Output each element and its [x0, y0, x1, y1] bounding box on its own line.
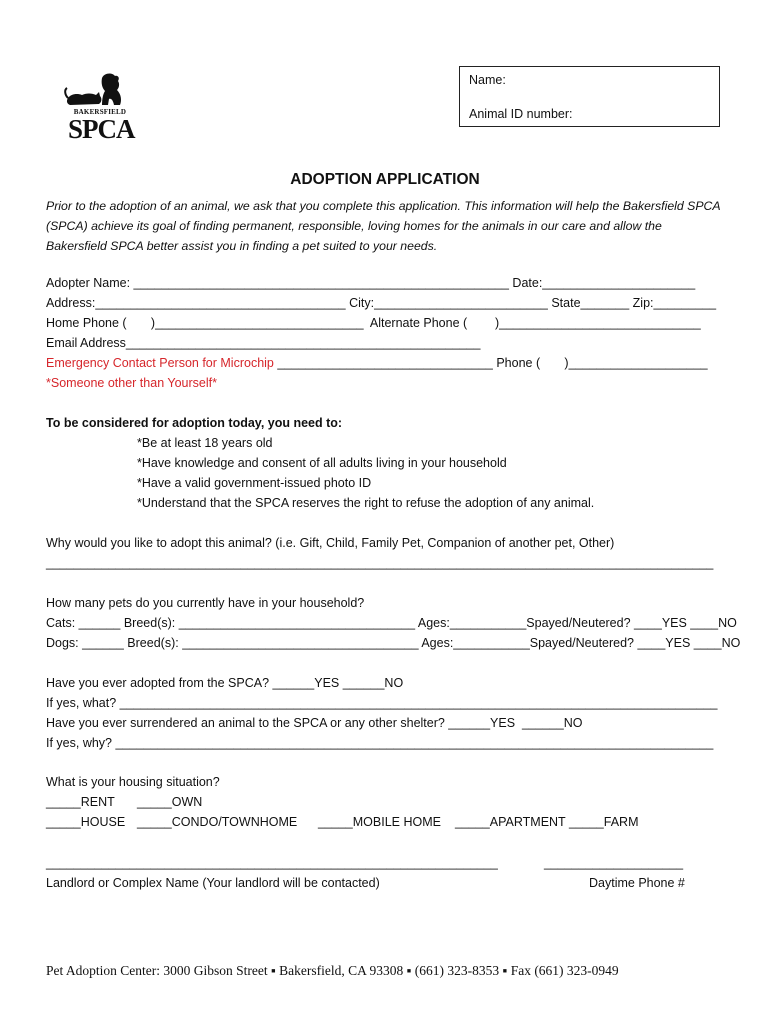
phone-fields[interactable]: Home Phone ( )______________________________ Alternate Phone ( )_____________________________ [46, 316, 701, 330]
requirement-item: *Understand that the SPCA reserves the right to refuse the adoption of any animal. [137, 496, 595, 510]
adopted-what-field[interactable]: If yes, what? ______________________________________________________________________________________ [46, 696, 718, 710]
intro-paragraph: Prior to the adoption of an animal, we ask that you complete this application. This information will help the Bakersfield SPCA (SPCA) achieve its goal of finding permanent, responsible, loving homes for the animals in our care and allow the Bakersfield SPCA better assist you in finding a pet suited to your needs. [46, 199, 721, 253]
someone-other-note: *Someone other than Yourself* [46, 376, 217, 390]
surrendered-why-field[interactable]: If yes, why? ______________________________________________________________________________________ [46, 736, 714, 750]
housing-farm-option[interactable]: _____FARM [569, 815, 639, 829]
housing-question: What is your housing situation? [46, 775, 220, 789]
surrendered-field[interactable]: Have you ever surrendered an animal to the SPCA or any other shelter? ______YES ______NO [46, 716, 583, 730]
adopter-name-date-field[interactable]: Adopter Name: ______________________________________________________ Date:______________________ [46, 276, 696, 290]
name-label[interactable]: Name: [469, 73, 506, 87]
emergency-contact-blanks: _______________________________ Phone ( )____________________ [273, 356, 708, 370]
emergency-contact-field[interactable] [46, 356, 708, 370]
emergency-contact-label: Emergency Contact Person for Microchip [46, 356, 274, 370]
logo-text-spca: SPCA [68, 114, 135, 144]
requirements-heading: To be considered for adoption today, you need to: [46, 416, 343, 430]
daytime-phone-field[interactable]: ____________________ [544, 856, 684, 870]
logo-text-bakersfield: BAKERSFIELD [73, 108, 127, 116]
requirement-item: *Be at least 18 years old [137, 436, 273, 450]
why-adopt-question: Why would you like to adopt this animal? (i.e. Gift, Child, Family Pet, Companion of another pet, Other) [46, 536, 615, 550]
requirement-item: *Have a valid government-issued photo ID [137, 476, 372, 490]
page-title: ADOPTION APPLICATION [290, 171, 480, 188]
requirement-item: *Have knowledge and consent of all adults living in your household [137, 456, 507, 470]
housing-apartment-option[interactable]: _____APARTMENT [455, 815, 566, 829]
housing-mobile-option[interactable]: _____MOBILE HOME [318, 815, 441, 829]
landlord-name-label: Landlord or Complex Name (Your landlord will be contacted) [46, 876, 380, 890]
footer-address: Pet Adoption Center: 3000 Gibson Street ▪ Bakersfield, CA 93308 ▪ (661) 323-8353 ▪ Fax (661) 323-0949 [46, 963, 619, 978]
address-field[interactable]: Address:____________________________________ City:_________________________ State_______ Zip:_________ [46, 296, 717, 310]
housing-condo-option[interactable]: _____CONDO/TOWNHOME [137, 815, 298, 829]
housing-own-option[interactable]: _____OWN [137, 795, 203, 809]
daytime-phone-label: Daytime Phone # [589, 876, 685, 890]
cats-field[interactable]: Cats: ______ Breed(s): __________________________________ Ages:___________Spayed/Neutered? ____YES ____NO [46, 616, 737, 630]
name-animal-id-box [459, 66, 720, 127]
bakersfield-spca-logo [62, 72, 134, 150]
dogs-field[interactable]: Dogs: ______ Breed(s): __________________________________ Ages:___________Spayed/Neutered? ____YES ____NO [46, 636, 741, 650]
housing-house-option[interactable]: _____HOUSE [46, 815, 126, 829]
pets-question: How many pets do you currently have in your household? [46, 596, 365, 610]
cat-dog-silhouette-icon [62, 72, 134, 112]
why-adopt-answer-field[interactable]: ________________________________________________________________________________________________ [46, 556, 714, 570]
animal-id-label[interactable]: Animal ID number: [469, 107, 573, 121]
housing-rent-option[interactable]: _____RENT [46, 795, 115, 809]
email-field[interactable]: Email Address___________________________________________________ [46, 336, 481, 350]
landlord-name-field[interactable]: _________________________________________________________________ [46, 856, 498, 870]
adopted-before-field[interactable]: Have you ever adopted from the SPCA? ______YES ______NO [46, 676, 404, 690]
